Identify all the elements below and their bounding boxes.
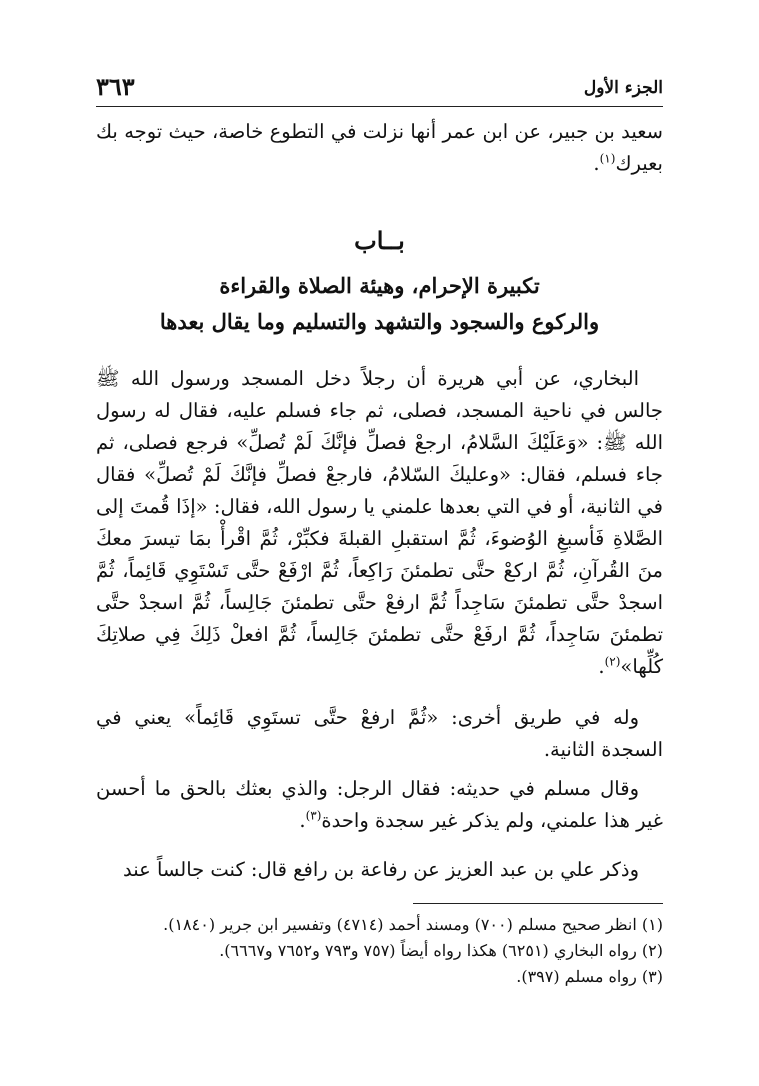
hadith-paragraph-3 (96, 773, 663, 837)
intro-paragraph (96, 116, 663, 180)
hadith-paragraph-2 (96, 702, 663, 766)
hadith-paragraph-4 (96, 854, 663, 886)
page-number: ٣٦٣ (96, 72, 135, 101)
footnote-ref-1: (١) (599, 151, 616, 166)
hadith-end-1: . (598, 655, 605, 678)
footnote-divider (413, 903, 663, 904)
chapter-title (96, 268, 663, 340)
footnote-ref-3: (٣) (305, 808, 322, 823)
footnote-2: (٢) رواه البخاري (٦٢٥١) هكذا رواه أيضاً (٧٥٧ و٧٩٣ و٧٦٥٢ و٦٦٦٧). (219, 941, 663, 960)
page-header (96, 72, 663, 106)
hadith-text-2: وله في طريق أخرى: «ثُمَّ ارفعْ حتَّى تستَوِي قَائِماً» يعني في السجدة الثانية. (96, 706, 663, 761)
chapter-title-line-2: والركوع والسجود والتشهد والتسليم وما يقال بعدها (159, 309, 600, 334)
hadith-text-4: وذكر علي بن عبد العزيز عن رفاعة بن رافع قال: كنت جالساً عند (122, 858, 639, 881)
intro-text: سعيد بن جبير، عن ابن عمر أنها نزلت في التطوع خاصة، حيث توجه بك بعيرك (96, 120, 663, 175)
hadith-end-3: . (299, 809, 306, 832)
intro-end: . (593, 152, 600, 175)
footnotes (96, 912, 663, 990)
footnote-1: (١) انظر صحيح مسلم (٧٠٠) ومسند أحمد (٤٧١٤) وتفسير ابن جرير (١٨٤٠). (163, 915, 663, 934)
header-divider (96, 106, 663, 107)
chapter-label: بــاب (354, 226, 405, 255)
hadith-text-3: وقال مسلم في حديثه: فقال الرجل: والذي بعثك بالحق ما أحسن غير هذا علمني، ولم يذكر غير سجدة واحدة (96, 777, 663, 832)
running-title: الجزء الأول (583, 78, 663, 98)
chapter-title-line-1: تكبيرة الإحرام، وهيئة الصلاة والقراءة (219, 273, 540, 298)
hadith-text-1: البخاري، عن أبي هريرة أن رجلاً دخل المسجد ورسول الله ﷺ جالس في ناحية المسجد، فصلى، ثم جاء فسلم عليه، فقال له رسول الله ﷺ: «وَعَلَيْكَ السَّلامُ، ارجعْ فصلِّ فإنَّكَ لَمْ تُصلِّ» فرجع فصلى، ثم جاء فسلم، فقال: «وعليكَ السّلامُ، فارجعْ فصلِّ فإنَّكَ لَمْ تُصلِّ» فقال في الثانية، أو في التي بعدها علمني يا رسول الله، فقال: «إذَا قُمتَ إلى الصَّلاةِ فَأسبغِ الوُضوءَ، ثُمَّ استقبلِ القبلةَ فكبِّرْ، ثُمَّ اقْرأْ بمَا تيسرَ معكَ منَ القُرآنِ، ثُمَّ اركعْ حتَّى تطمئنَ رَاكِعاً، ثُمَّ ارْفَعْ حتَّى تَسْتَوِي قَائِماً، ثُمَّ اسجدْ حتَّى تطمئنَ سَاجِداً ثُمَّ ارفعْ حتَّى تطمئنَ جَالِساً، ثُمَّ اسجدْ حتَّى تطمئنَ سَاجِداً، ثُمَّ ارفَعْ حتَّى تطمئنَ جَالِساً، ثُمَّ افعلْ ذَلِكَ فِي صلاتِكَ كُلِّها» (96, 367, 663, 678)
footnote-3: (٣) رواه مسلم (٣٩٧). (516, 967, 663, 986)
footnote-ref-2: (٢) (604, 654, 621, 669)
hadith-paragraph-1 (96, 363, 663, 683)
